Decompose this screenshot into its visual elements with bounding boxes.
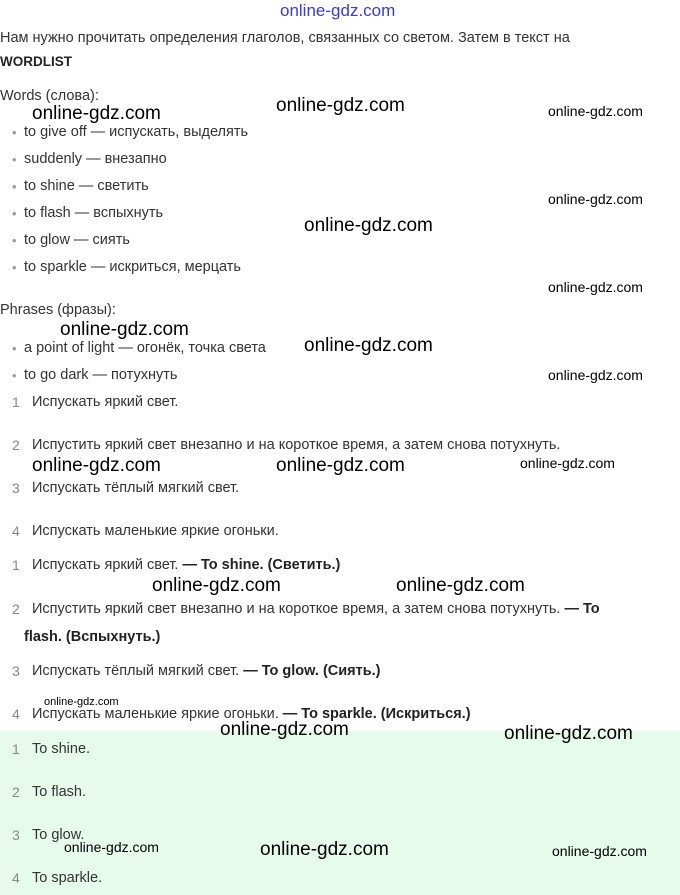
item-number: 4: [12, 523, 20, 539]
intro-wordlist: WORDLIST: [0, 54, 72, 69]
item-number: 4: [12, 870, 20, 886]
watermark: online-gdz.com: [548, 103, 643, 119]
definition-text: Испустить яркий свет внезапно и на короткое время, а затем снова потухнуть.: [32, 437, 561, 453]
short-answer: To shine.: [32, 741, 91, 757]
bullet-icon: •: [12, 152, 17, 167]
answer-bold: — To: [564, 601, 600, 617]
definition-text: Испускать яркий свет.: [32, 557, 179, 573]
answer-bold: — To sparkle. (Искриться.): [282, 706, 471, 722]
short-answer: To flash.: [32, 784, 86, 800]
words-heading: Words (слова):: [0, 88, 99, 104]
definition-text: Испустить яркий свет внезапно и на короткое время, а затем снова потухнуть.: [32, 601, 561, 617]
watermark: online-gdz.com: [304, 215, 433, 236]
word-item: suddenly — внезапно: [24, 151, 167, 167]
intro-line-1: Нам нужно прочитать определения глаголов, связанных со светом. Затем в текст на: [0, 30, 570, 46]
word-item: to give off — испускать, выделять: [24, 124, 249, 140]
watermark: online-gdz.com: [64, 839, 159, 855]
bullet-icon: •: [12, 233, 17, 248]
watermark: online-gdz.com: [32, 455, 161, 476]
item-number: 2: [12, 784, 20, 800]
bullet-icon: •: [12, 341, 17, 356]
item-number: 3: [12, 827, 20, 843]
watermark: online-gdz.com: [260, 839, 389, 860]
watermark: online-gdz.com: [44, 696, 119, 708]
item-number: 2: [12, 601, 20, 617]
word-item: to glow — сиять: [24, 232, 130, 248]
bullet-icon: •: [12, 125, 17, 140]
watermark: online-gdz.com: [32, 103, 161, 124]
watermark: online-gdz.com: [548, 191, 643, 207]
answer-continuation: flash. (Вспыхнуть.): [24, 629, 161, 645]
watermark: online-gdz.com: [504, 723, 633, 744]
watermark: online-gdz.com: [304, 335, 433, 356]
short-answer: To glow.: [32, 827, 85, 843]
watermark: online-gdz.com: [396, 575, 525, 596]
definition-text: Испускать маленькие яркие огоньки.: [32, 523, 279, 539]
bullet-icon: •: [12, 179, 17, 194]
item-number: 3: [12, 480, 20, 496]
answer-bold: — To glow. (Сиять.): [243, 663, 381, 679]
item-number: 1: [12, 741, 20, 757]
definition-text: Испускать маленькие яркие огоньки.: [32, 706, 279, 722]
watermark: online-gdz.com: [276, 455, 405, 476]
phrase-item: a point of light — огонёк, точка света: [24, 340, 266, 356]
definition-text: Испускать яркий свет.: [32, 394, 179, 410]
watermark: online-gdz.com: [548, 279, 643, 295]
header-watermark: online-gdz.com: [280, 1, 396, 20]
definition-text: Испускать тёплый мягкий свет.: [32, 480, 240, 496]
bullet-icon: •: [12, 260, 17, 275]
answer-bold: — To shine. (Светить.): [182, 557, 341, 573]
answer-line: [32, 663, 381, 679]
watermark: online-gdz.com: [60, 319, 189, 340]
phrase-item: to go dark — потухнуть: [24, 367, 178, 383]
word-item: to shine — светить: [24, 178, 149, 194]
phrases-heading: Phrases (фразы):: [0, 302, 116, 318]
watermark: online-gdz.com: [220, 719, 349, 740]
word-item: to sparkle — искриться, мерцать: [24, 259, 241, 275]
answer-line: [32, 601, 600, 617]
watermark: online-gdz.com: [552, 843, 647, 859]
answer-line: [32, 557, 340, 573]
definition-text: Испускать тёплый мягкий свет.: [32, 663, 240, 679]
watermark: online-gdz.com: [152, 575, 281, 596]
item-number: 4: [12, 706, 20, 722]
item-number: 1: [12, 394, 20, 410]
watermark: online-gdz.com: [520, 455, 615, 471]
word-item: to flash — вспыхнуть: [24, 205, 164, 221]
bullet-icon: •: [12, 206, 17, 221]
bullet-icon: •: [12, 368, 17, 383]
watermark: online-gdz.com: [276, 95, 405, 116]
short-answer: To sparkle.: [32, 870, 103, 886]
item-number: 2: [12, 437, 20, 453]
item-number: 3: [12, 663, 20, 679]
item-number: 1: [12, 557, 20, 573]
watermark: online-gdz.com: [548, 367, 643, 383]
